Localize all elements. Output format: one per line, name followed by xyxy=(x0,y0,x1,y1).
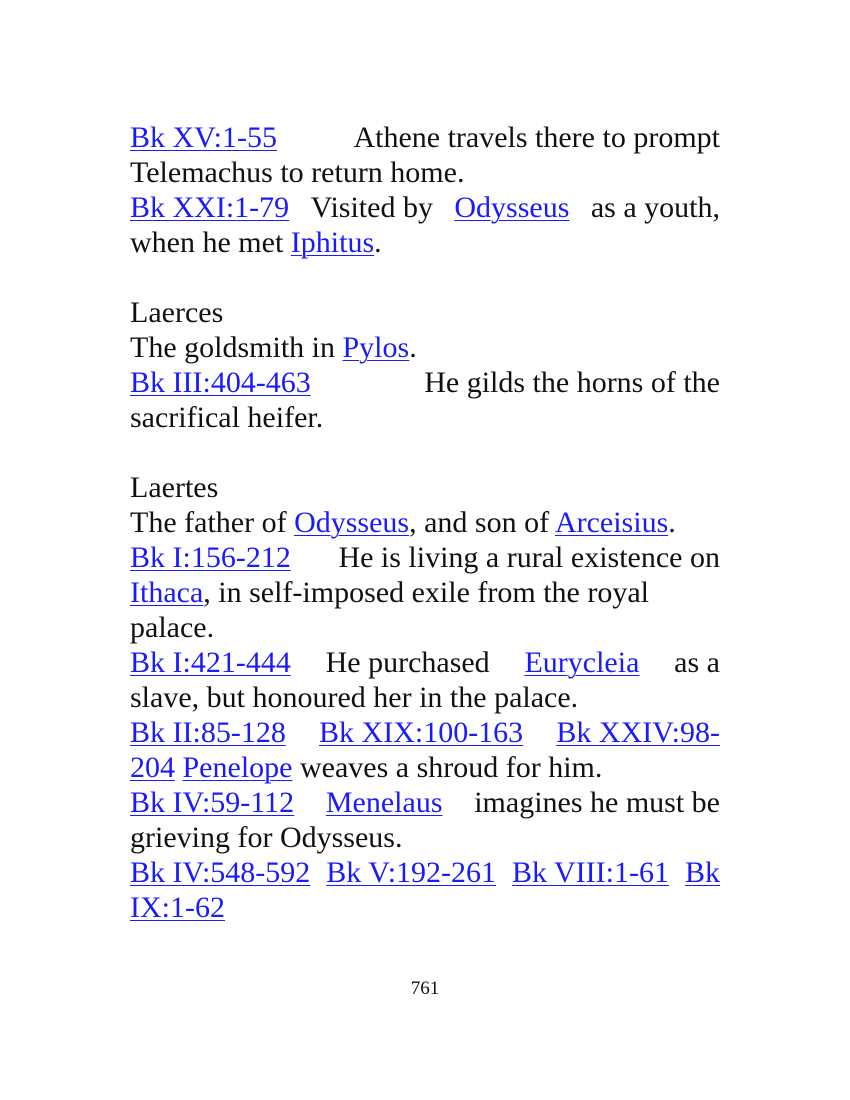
ref-text: slave, but honoured her in the palace. xyxy=(130,681,579,714)
ref-text: He purchased xyxy=(325,646,490,679)
ref-link-bk-ii[interactable]: Bk II:85-128 xyxy=(130,716,286,749)
ref-link-bk-viii[interactable]: Bk VIII:1-61 xyxy=(512,856,669,889)
text-line xyxy=(130,785,720,820)
ref-text: imagines he must be xyxy=(474,786,720,819)
ref-text: when he met xyxy=(130,226,284,259)
text-line xyxy=(130,855,720,890)
ref-text: weaves a shroud for him. xyxy=(299,751,603,784)
entry-continuation xyxy=(130,120,720,260)
entry-heading: Laertes xyxy=(130,471,219,504)
ref-text: sacrifical heifer. xyxy=(130,401,324,434)
document-body xyxy=(130,120,720,925)
ref-text: He is living a rural existence on xyxy=(338,541,720,574)
ref-link-bk-v[interactable]: Bk V:192-261 xyxy=(326,856,497,889)
ref-link-bk-xix[interactable]: Bk XIX:100-163 xyxy=(319,716,524,749)
ref-text: palace. xyxy=(130,611,215,644)
link-pylos[interactable]: Pylos xyxy=(342,331,410,364)
spacer xyxy=(130,260,720,295)
text-line xyxy=(130,715,720,750)
text-line xyxy=(130,575,720,610)
text-line xyxy=(130,610,720,645)
text-line xyxy=(130,750,720,785)
ref-text: He gilds the horns of the xyxy=(424,366,720,399)
ref-link-bk-xv[interactable]: Bk XV:1-55 xyxy=(130,121,277,154)
ref-link-bk-xxi[interactable]: Bk XXI:1-79 xyxy=(130,191,290,224)
link-eurycleia[interactable]: Eurycleia xyxy=(524,646,640,679)
ref-link-bk-xxiv[interactable]: 204 xyxy=(130,751,175,784)
ref-link-bk-iv-59[interactable]: Bk IV:59-112 xyxy=(130,786,295,819)
ref-text: , in self-imposed exile from the royal xyxy=(203,576,649,609)
text-line xyxy=(130,540,720,575)
text-line xyxy=(130,645,720,680)
link-menelaus[interactable]: Menelaus xyxy=(325,786,443,819)
link-odysseus[interactable]: Odysseus xyxy=(454,191,570,224)
ref-link-bk-ix[interactable]: IX:1-62 xyxy=(130,891,225,924)
ref-text: as a xyxy=(674,646,720,679)
ref-link-bk-i-156[interactable]: Bk I:156-212 xyxy=(130,541,291,574)
ref-text: Telemachus to return home. xyxy=(130,156,465,189)
text-line xyxy=(130,820,720,855)
ref-link-bk-ix[interactable]: Bk xyxy=(684,856,720,889)
text-line xyxy=(130,120,720,155)
entry-laerces xyxy=(130,295,720,435)
punctuation: . xyxy=(409,331,417,364)
spacer xyxy=(130,435,720,470)
ref-text: grieving for Odysseus. xyxy=(130,821,403,854)
entry-description: , and son of xyxy=(409,506,550,539)
text-line xyxy=(130,680,720,715)
link-penelope[interactable]: Penelope xyxy=(182,751,293,784)
link-arceisius[interactable]: Arceisius xyxy=(554,506,669,539)
punctuation: . xyxy=(374,226,382,259)
ref-link-bk-iv-548[interactable]: Bk IV:548-592 xyxy=(130,856,311,889)
ref-text: Athene travels there to prompt xyxy=(353,121,720,154)
text-line xyxy=(130,225,720,260)
entry-description: The goldsmith in xyxy=(130,331,335,364)
entry-laertes xyxy=(130,470,720,925)
text-line xyxy=(130,365,720,400)
link-odysseus[interactable]: Odysseus xyxy=(294,506,410,539)
link-ithaca[interactable]: Ithaca xyxy=(130,576,204,609)
text-line xyxy=(130,890,720,925)
page-number: 761 xyxy=(410,978,440,999)
text-line xyxy=(130,155,720,190)
entry-description: The father of xyxy=(130,506,287,539)
entry-heading: Laerces xyxy=(130,296,224,329)
ref-text: as a youth, xyxy=(590,191,720,224)
ref-link-bk-iii[interactable]: Bk III:404-463 xyxy=(130,366,311,399)
text-line xyxy=(130,190,720,225)
ref-text: Visited by xyxy=(310,191,433,224)
ref-link-bk-i-421[interactable]: Bk I:421-444 xyxy=(130,646,291,679)
text-line xyxy=(130,330,720,365)
link-iphitus[interactable]: Iphitus xyxy=(290,226,375,259)
text-line xyxy=(130,505,720,540)
ref-link-bk-xxiv[interactable]: Bk XXIV:98- xyxy=(556,716,720,749)
punctuation: . xyxy=(668,506,676,539)
text-line xyxy=(130,400,720,435)
